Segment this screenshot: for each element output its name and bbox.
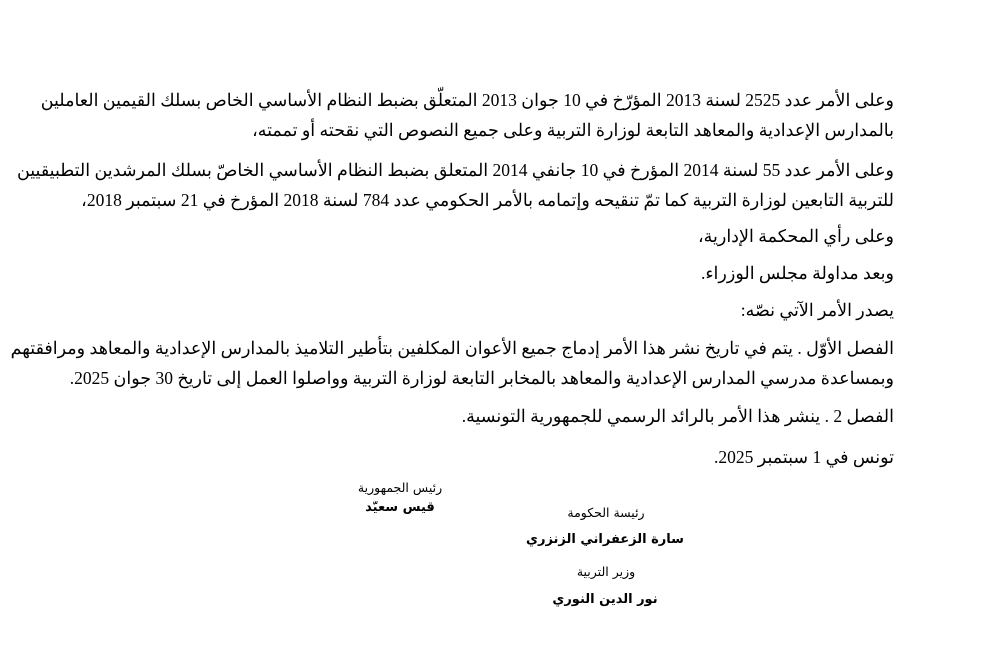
paragraph-line: بالمدارس الإعدادية والمعاهد التابعة لوزارة التربية وعلى جميع النصوص التي نقحته أو تممته، xyxy=(252,120,894,140)
paragraph-decree-2525 xyxy=(40,85,894,145)
paragraph-line: تونس في 1 سبتمبر 2025. xyxy=(714,447,894,467)
signature-name: نور الدين النوري xyxy=(552,592,658,607)
paragraph-line: الفصل 2 . ينشر هذا الأمر بالرائد الرسمي للجمهورية التونسية. xyxy=(461,406,894,426)
paragraph-line: وبعد مداولة مجلس الوزراء. xyxy=(700,263,894,283)
paragraph-line: وعلى رأي المحكمة الإدارية، xyxy=(697,226,894,246)
signature-title: رئيسة الحكومة xyxy=(567,505,645,520)
paragraph-decree-55 xyxy=(16,155,894,215)
signature-prime-minister-name xyxy=(510,530,700,550)
paragraph-line: وبمساعدة مدرسي المدارس الإعدادية والمعاهد بالمخابر التابعة لوزارة التربية وواصلوا العمل إلى تاريخ 30 جوان 2025. xyxy=(69,368,894,388)
signature-education-minister-name xyxy=(520,590,690,610)
paragraph-line: الفصل الأوّل . يتم في تاريخ نشر هذا الأمر إدماج جميع الأعوان المكلفين بتأطير التلاميذ بالمدارس الإعدادية والمعاهد ومرافقتهم xyxy=(10,338,894,358)
paragraph-line: للتربية التابعين لوزارة التربية كما تمّ تنقيحه وإتمامه بالأمر الحكومي عدد 784 لسنة 2018 المؤرخ في 21 سبتمبر 2018، xyxy=(81,190,894,210)
paragraph-line: وعلى الأمر عدد 55 لسنة 2014 المؤرخ في 10 جانفي 2014 المتعلق بضبط النظام الأساسي الخاصّ بسلك المرشدين التطبيقيين xyxy=(16,160,894,180)
signature-education-minister-title xyxy=(536,562,676,582)
signature-name: سارة الزعفراني الزنزري xyxy=(526,532,684,547)
signature-name: قيس سعيّد xyxy=(365,500,435,515)
paragraph-decree-issuance xyxy=(92,295,894,325)
signature-title: وزير التربية xyxy=(576,564,636,579)
paragraph-date-place xyxy=(92,442,894,472)
paragraph-administrative-court xyxy=(92,221,894,251)
paragraph-article-2 xyxy=(92,401,894,431)
paragraph-line: وعلى الأمر عدد 2525 لسنة 2013 المؤرّخ في 10 جوان 2013 المتعلّق بضبط النظام الأساسي الخاص بسلك القيمين العاملين xyxy=(40,90,894,110)
signature-title: رئيس الجمهورية xyxy=(357,480,443,495)
paragraph-council-deliberation xyxy=(92,258,894,288)
signature-president xyxy=(340,478,460,518)
signature-prime-minister-title xyxy=(536,503,676,523)
paragraph-line: يصدر الأمر الآتي نصّه: xyxy=(740,300,894,320)
paragraph-article-1 xyxy=(10,333,894,393)
